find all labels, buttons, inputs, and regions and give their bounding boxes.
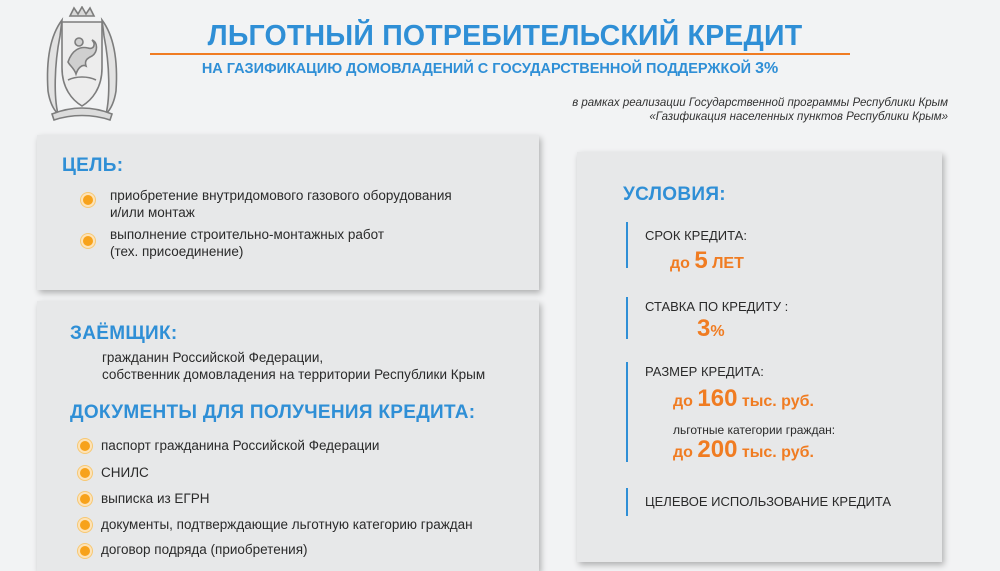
bullet-icon (80, 494, 90, 504)
term-label: СРОК КРЕДИТА: (645, 228, 747, 243)
goal-item-line: приобретение внутридомового газового оборудования (110, 188, 452, 203)
term-number: 5 (694, 247, 708, 274)
size-number: 160 (697, 385, 738, 412)
term-value (670, 247, 744, 275)
goal-item-line: (тех. присоединение) (110, 244, 244, 259)
subtitle-rate: 3% (755, 60, 779, 77)
term-prefix: до (670, 255, 690, 272)
document-item: выписка из ЕГРН (101, 491, 210, 506)
pref-unit: тыс. руб. (741, 444, 814, 461)
bullet-icon (80, 441, 90, 451)
size-prefix: до (673, 393, 693, 410)
document-item: паспорт гражданина Российской Федерации (101, 438, 380, 453)
goal-item-line: и/или монтаж (110, 205, 195, 220)
conditions-panel (577, 152, 942, 562)
program-line-2: «Газификация населенных пунктов Республики Крым» (649, 111, 948, 123)
document-item: СНИЛС (101, 465, 149, 480)
condition-marker (626, 297, 628, 339)
page-title: ЛЬГОТНЫЙ ПОТРЕБИТЕЛЬСКИЙ КРЕДИТ (207, 20, 803, 52)
rate-number: 3 (697, 315, 711, 342)
rate-label: СТАВКА ПО КРЕДИТУ : (645, 299, 789, 314)
document-item: договор подряда (приобретения) (101, 542, 308, 557)
pref-number: 200 (697, 436, 738, 463)
size-unit: тыс. руб. (741, 393, 814, 410)
subtitle-text: НА ГАЗИФИКАЦИЮ ДОМОВЛАДЕНИЙ С ГОСУДАРСТВЕННОЙ ПОДДЕРЖКОЙ (201, 61, 752, 77)
goal-panel (37, 135, 539, 290)
goal-item (110, 187, 452, 221)
crimea-coat-of-arms-icon (32, 6, 132, 124)
purpose-label: ЦЕЛЕВОЕ ИСПОЛЬЗОВАНИЕ КРЕДИТА (645, 494, 892, 509)
borrower-line: собственник домовладения на территории Республики Крым (102, 367, 486, 382)
goal-heading: ЦЕЛЬ: (62, 155, 124, 176)
pref-prefix: до (673, 444, 693, 461)
bullet-icon (83, 195, 93, 205)
documents-heading: ДОКУМЕНТЫ ДЛЯ ПОЛУЧЕНИЯ КРЕДИТА: (70, 402, 476, 423)
goal-item-line: выполнение строительно-монтажных работ (110, 227, 385, 242)
size-label: РАЗМЕР КРЕДИТА: (645, 364, 764, 379)
bullet-icon (83, 236, 93, 246)
condition-marker (626, 362, 628, 462)
condition-marker (626, 488, 628, 516)
condition-marker (626, 222, 628, 268)
goal-item (110, 226, 384, 260)
title-divider (150, 53, 850, 55)
term-unit: ЛЕТ (712, 255, 744, 272)
rate-unit: % (710, 323, 725, 340)
page-subtitle (160, 60, 820, 78)
program-line-1: в рамках реализации Государственной программы Республики Крым (572, 97, 948, 109)
borrower-description (102, 349, 485, 383)
program-note (572, 96, 948, 124)
preferential-note: льготные категории граждан: (673, 423, 836, 437)
size-value (673, 385, 814, 413)
document-item: документы, подтверждающие льготную категорию граждан (101, 517, 473, 532)
borrower-heading: ЗАЁМЩИК: (70, 323, 178, 344)
bullet-icon (80, 520, 90, 530)
borrower-panel (37, 301, 539, 571)
bullet-icon (80, 546, 90, 556)
conditions-heading: УСЛОВИЯ: (623, 184, 726, 205)
borrower-line: гражданин Российской Федерации, (102, 350, 324, 365)
preferential-size-value (673, 436, 814, 464)
bullet-icon (80, 468, 90, 478)
rate-value (697, 315, 725, 343)
